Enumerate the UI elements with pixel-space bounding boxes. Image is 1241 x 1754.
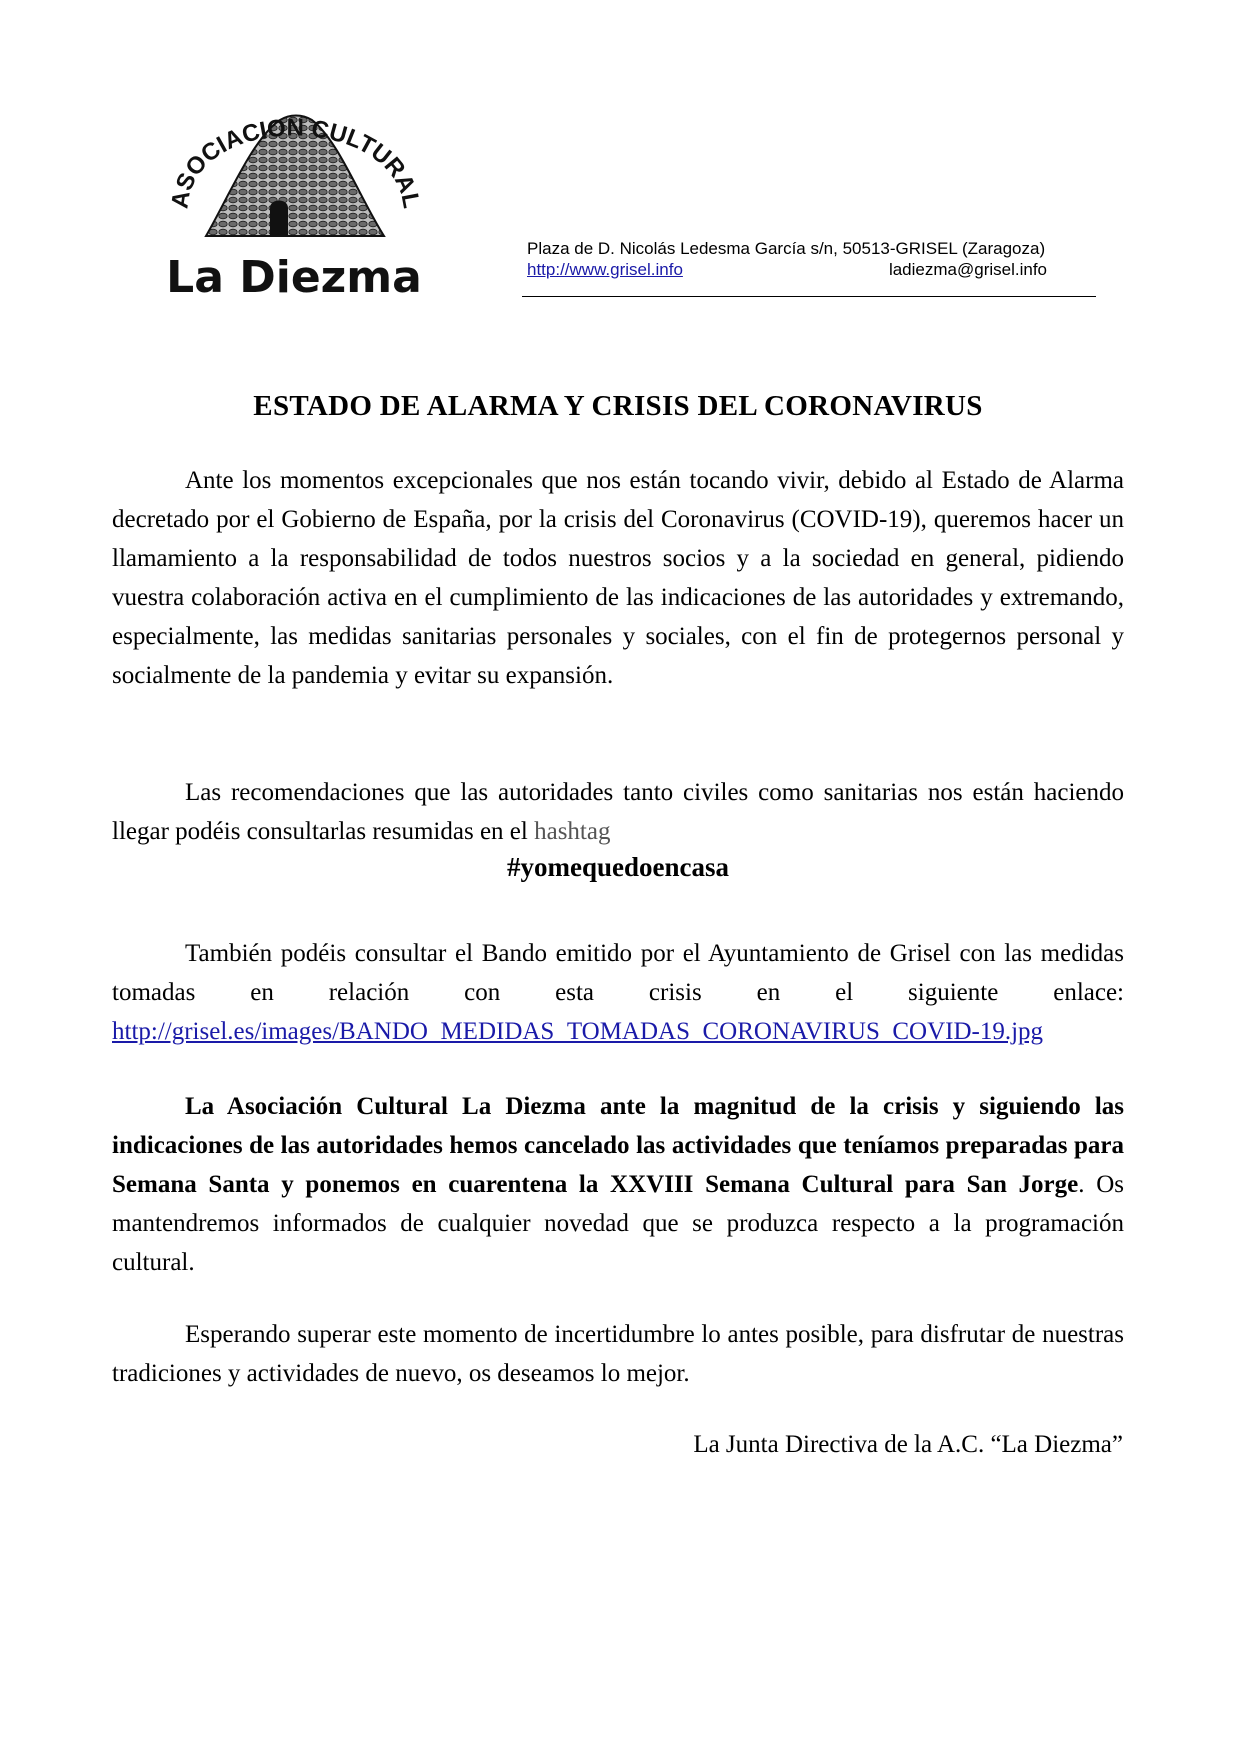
hashtag-word: hashtag bbox=[534, 818, 611, 845]
paragraph-intro: Ante los momentos excepcionales que nos están tocando vivir, debido al Estado de Alarma decretado por el Gobierno de España, por la crisis del Coronavirus (COVID-19), queremos hacer un llamamiento a la responsabilidad de todos nuestros socios y a la sociedad en general, pidiendo vuestra colaboración activa en el cumplimiento de las indicaciones de las autoridades y extremando, especialmente, las medidas sanitarias personales y sociales, con el fin de protegernos personal y socialmente de la pandemia y evitar su expansión. bbox=[112, 467, 1124, 689]
logo-name-text: La Diezma bbox=[166, 252, 422, 303]
hut-doorway bbox=[270, 201, 288, 237]
email-address: ladiezma@grisel.info bbox=[888, 260, 1047, 279]
cancellation-bold-text: La Asociación Cultural La Diezma ante la magnitud de la crisis y siguiendo las indicaciones de las autoridades hemos cancelado las actividades que teníamos preparadas para Semana Santa y ponemos en cuarentena la XXVIII Semana Cultural para San Jorge bbox=[112, 1093, 1124, 1198]
document-title: ESTADO DE ALARMA Y CRISIS DEL CORONAVIRUS bbox=[253, 390, 983, 422]
paragraph-closing: Esperando superar este momento de incertidumbre lo antes posible, para disfrutar de nuestras tradiciones y actividades de nuevo, os deseamos lo mejor. bbox=[112, 1321, 1124, 1387]
logo-graphic bbox=[158, 68, 430, 306]
paragraph-bando bbox=[112, 934, 1124, 1051]
website-link[interactable]: http://www.grisel.info bbox=[527, 260, 683, 279]
paragraph-recommendations bbox=[112, 773, 1124, 851]
association-logo bbox=[158, 68, 430, 306]
address-line: Plaza de D. Nicolás Ledesma García s/n, 50513-GRISEL (Zaragoza) bbox=[527, 239, 1046, 258]
hashtag-heading: #yomequedoencasa bbox=[507, 852, 729, 882]
letterhead-divider bbox=[522, 296, 1096, 297]
logo-arc-text: ASOCIACION CULTURAL bbox=[166, 114, 425, 211]
letterhead bbox=[527, 238, 1095, 280]
signature: La Junta Directiva de la A.C. “La Diezma” bbox=[693, 1431, 1123, 1458]
bando-link[interactable]: http://grisel.es/images/BANDO_MEDIDAS_TOMADAS_CORONAVIRUS_COVID-19.jpg bbox=[112, 1018, 1044, 1045]
cancellation-rest-text: . Os mantendremos informados de cualquier novedad que se produzca respecto a la programación cultural. bbox=[112, 1171, 1124, 1276]
recommendations-text: Las recomendaciones que las autoridades tanto civiles como sanitarias nos están haciendo llegar podéis consultarlas resumidas en el bbox=[112, 779, 1124, 845]
contact-line bbox=[527, 259, 1095, 280]
bando-text: También podéis consultar el Bando emitido por el Ayuntamiento de Grisel con las medidas tomadas en relación con esta crisis en el siguiente enlace: bbox=[112, 940, 1124, 1006]
paragraph-cancellation bbox=[112, 1087, 1124, 1282]
